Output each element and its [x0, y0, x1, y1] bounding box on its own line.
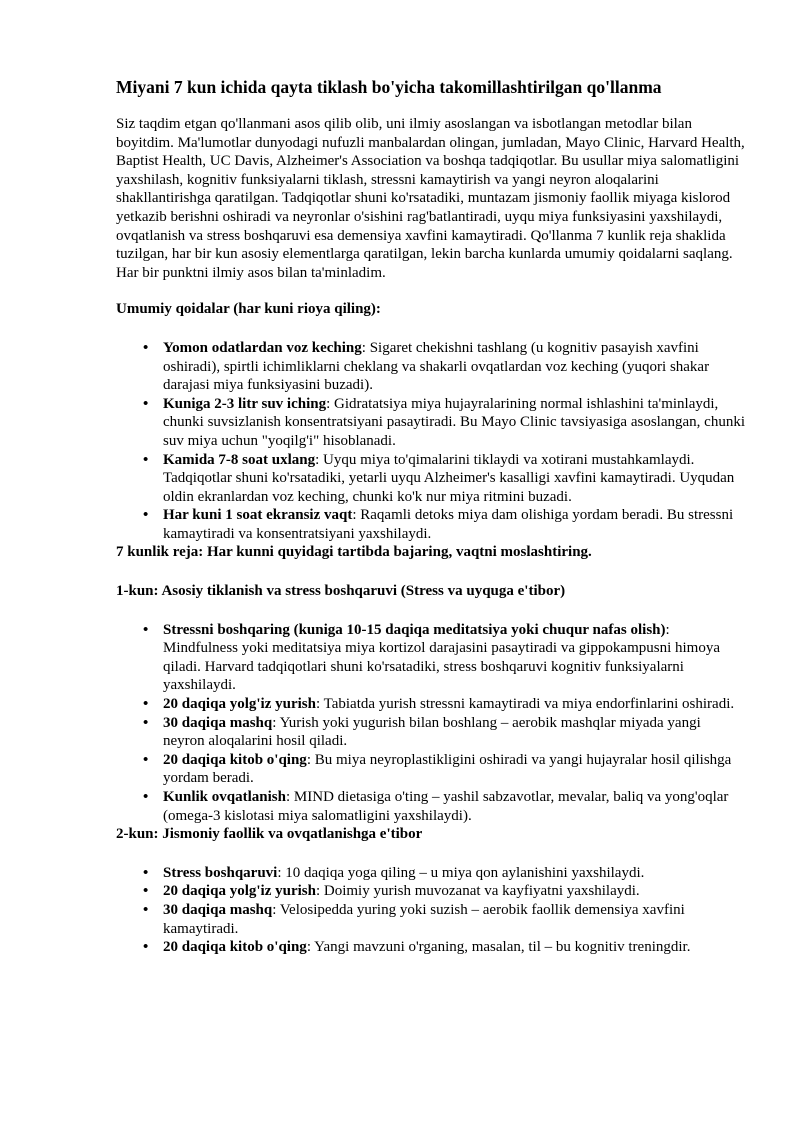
list-item: • 30 daqiqa mashq: Yurish yoki yugurish bilan boshlang – aerobik mashqlar miyada yangi neyron aloqalarini hosil qiladi.: [143, 714, 701, 750]
list-item: • 20 daqiqa yolg'iz yurish: Doimiy yurish muvozanat va kayfiyatni yaxshilaydi.: [143, 883, 640, 900]
list-item: • Kamida 7-8 soat uxlang: Uyqu miya to'qimalarini tiklaydi va xotirani mustahkamlaydi. Tadqiqotlar shuni ko'rsatadiki, yetarli uyqu Alzheimer's kasalligi xavfini kamaytiradi. Uyqudan oldin ekranlardan voz keching, chunki ko'k nur miya ritmini buzadi.: [143, 451, 735, 505]
intro-paragraph: Siz taqdim etgan qo'llanmani asos qilib olib, uni ilmiy asoslangan va isbotlangan metodlar bilan boyitdim. Ma'lumotlar dunyodagi nufuzli manbalardan olingan, jumladan, Mayo Clinic, Harvard Health, Baptist Health, UC Davis, Alzheimer's Association va boshqa tadqiqotlar. Bu usullar miya salomatligini yaxshilash, kognitiv funksiyalarni tiklash, stressni kamaytirish va yangi neyron aloqalarini shakllantirishga qaratilgan. Tadqiqotlar shuni ko'rsatadiki, muntazam jismoniy faollik miyaga kislorod yetkazib berishni oshiradi va neyronlar o'sishini rag'batlantiradi, uyqu miya funksiyasini yaxshilaydi, ovqatlanish va stress boshqaruvi esa demensiya xavfini kamaytiradi. Qo'llanma 7 kunlik reja shaklida tuzilgan, har bir kun asosiy elementlarga qaratilgan, lekin barcha kunlarda umumiy qoidalarni saqlang. Har bir punktni ilmiy asos bilan ta'minladim.: [116, 116, 745, 281]
plan-heading: 7 kunlik reja: Har kunni quyidagi tartibda bajaring, vaqtni moslashtiring.: [116, 544, 592, 561]
list-item: • 30 daqiqa mashq: Velosipedda yuring yoki suzish – aerobik faollik demensiya xavfini kamaytiradi.: [143, 901, 685, 937]
list-item: • Yomon odatlardan voz keching: Sigaret chekishni tashlang (u kognitiv pasayish xavfini oshiradi), spirtli ichimliklarni cheklang va shakarli ovqatlardan voz keching (yuqori shakar darajasi miya funksiyasini buzadi).: [143, 339, 710, 394]
general-rules-heading: Umumiy qoidalar (har kuni rioya qiling):: [116, 301, 381, 318]
list-item: • 20 daqiqa kitob o'qing: Yangi mavzuni o'rganing, masalan, til – bu kognitiv treningdir.: [143, 939, 691, 956]
day2-list: [116, 864, 746, 957]
list-item: • Kunlik ovqatlanish: MIND dietasiga o'ting – yashil sabzavotlar, mevalar, baliq va yong'oqlar (omega-3 kislotasi miya salomatligini yaxshilaydi).: [143, 789, 729, 824]
list-item: • Har kuni 1 soat ekransiz vaqt: Raqamli detoks miya dam olishiga yordam beradi. Bu stressni kamaytiradi va konsentratsiyani yaxshilaydi.: [143, 507, 734, 542]
list-item: • Kuniga 2-3 litr suv iching: Gidratatsiya miya hujayralarining normal ishlashini ta'minlaydi, chunki suvsizlanish konsentratsiyani pasaytiradi. Bu Mayo Clinic tavsiyasiga asoslangan, chunki suv miya uchun "yoqilg'i" hisoblanadi.: [143, 395, 745, 449]
bullet-icon: •: [143, 901, 149, 918]
bullet-icon: •: [143, 789, 149, 805]
bullet-icon: •: [143, 395, 149, 412]
bullet-icon: •: [143, 751, 149, 768]
bullet-icon: •: [143, 507, 149, 524]
list-item: • 20 daqiqa yolg'iz yurish: Tabiatda yurish stressni kamaytiradi va miya endorfinlarini oshiradi.: [143, 696, 735, 713]
bullet-icon: •: [143, 864, 149, 881]
document-page: [116, 76, 746, 957]
bullet-icon: •: [143, 714, 149, 731]
list-item: • Stress boshqaruvi: 10 daqiqa yoga qiling – u miya qon aylanishini yaxshilaydi.: [143, 864, 645, 881]
day1-heading: 1-kun: Asosiy tiklanish va stress boshqaruvi (Stress va uyquga e'tibor): [116, 583, 566, 600]
bullet-icon: •: [143, 883, 149, 900]
list-item: • Stressni boshqaring (kuniga 10-15 daqiqa meditatsiya yoki chuqur nafas olish): Mindfulness yoki meditatsiya miya kortizol darajasini pasaytiradi va gippokampusni himoya qiladi. Harvard tadqiqotlari shuni ko'rsatadiki, stress boshqaruvi kognitiv funksiyalarni yaxshilaydi.: [143, 621, 720, 694]
bullet-icon: •: [143, 339, 149, 356]
list-item: • 20 daqiqa kitob o'qing: Bu miya neyroplastikligini oshiradi va yangi hujayralar hosil qilishga yordam beradi.: [143, 751, 732, 787]
general-rules-list: [116, 339, 746, 544]
bullet-icon: •: [143, 621, 149, 638]
bullet-icon: •: [143, 451, 149, 468]
day2-heading: 2-kun: Jismoniy faollik va ovqatlanishga e'tibor: [116, 826, 423, 843]
day1-list: [116, 621, 746, 826]
document-title: Miyani 7 kun ichida qayta tiklash bo'yicha takomillashtirilgan qo'llanma: [116, 77, 662, 97]
bullet-icon: •: [143, 939, 149, 956]
bullet-icon: •: [143, 696, 149, 713]
